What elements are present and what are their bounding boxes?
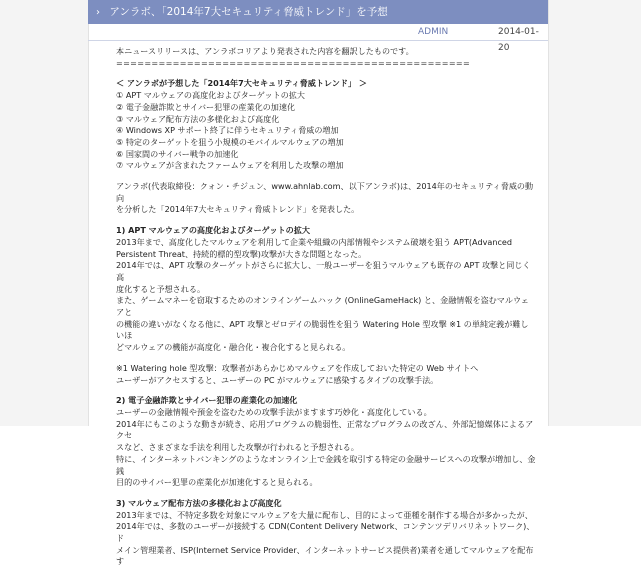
separator-line: ==================================================	[116, 57, 471, 68]
post-date: 2014-01-20	[498, 27, 539, 53]
paragraph-line: 2013年までは、不特定多数を対象にマルウェアを大量に配布し、目的によって亜種を制作する場合が多かったが、	[116, 509, 533, 520]
summary-line: アンラボ(代表取締役：クォン・チジュン、www.ahnlab.com、以下アンラボ)は、2014年のセキュリティ脅威の動向	[116, 181, 534, 203]
paragraph-line: 目的のサイバー犯罪の産業化が加速化すると見られる。	[116, 477, 318, 488]
list-item: ③ マルウェア配布方法の多様化および高度化	[116, 113, 280, 124]
paragraph-line: 2014年では、APT 攻撃のターゲットがさらに拡大し、一般ユーザーを狙うマルウェアも既存の APT 攻撃と同じく高	[116, 260, 531, 282]
trend-list	[116, 90, 536, 172]
left-margin	[0, 0, 89, 426]
section-heading: 3) マルウェア配布方法の多様化および高度化	[116, 497, 282, 508]
list-item: ⑥ 国家間のサイバー戦争の加速化	[116, 148, 239, 159]
paragraph-line: メイン管理業者、ISP(Internet Service Provider、インターネットサービス提供者)業者を通してマルウェアを配布す	[116, 544, 534, 567]
paragraph-line: の機能の違いがなくなる他に、APT 攻撃とゼロデイの脆弱性を狙う Watering Hole 型攻撃 ※1 の単純定義が難しいほ	[116, 318, 529, 341]
list-item: ⑤ 特定のターゲットを狙う小規模のモバイルマルウェアの増加	[116, 136, 344, 147]
intro-text: 本ニュースリリースは、アンラボコリアより発表された内容を翻訳したものです。	[116, 46, 414, 56]
paragraph-line: Persistent Threat、持続的標的型攻撃)攻撃が大きな問題となった。	[116, 248, 367, 259]
paragraph-line: また、ゲームマネーを窃取するためのオンラインゲームハック (OnlineGameHack) と、金融情報を盗むマルウェアと	[116, 295, 529, 318]
paragraph-line: 度化すると予想される。	[116, 283, 206, 294]
footnote-line: ユーザーがアクセスすると、ユーザーの PC がマルウェアに感染するタイプの攻撃手法。	[116, 374, 439, 385]
right-margin	[548, 0, 641, 426]
trends-heading: ＜ アンラボが予想した「2014年7大セキュリティ脅威トレンド」 ＞	[116, 78, 367, 89]
paragraph-line: ユーザーの金融情報や預金を盗むための攻撃手法がますます巧妙化・高度化している。	[116, 406, 432, 417]
paragraph-line: 2014年では、多数のユーザーが接続する CDN(Content Delivery Network、コンテンツデリバリネットワーク)、ド	[116, 521, 535, 544]
chevron-right-icon: ›	[96, 7, 100, 18]
list-item: ② 電子金融詐欺とサイバー犯罪の産業化の加速化	[116, 101, 296, 112]
list-item: ④ Windows XP サポート終了に伴うセキュリティ脅威の増加	[116, 125, 339, 136]
list-item: ⑦ マルウェアが含まれたファームウェアを利用した攻撃の増加	[116, 160, 344, 171]
paragraph-line: 2014年にもこのような動きが続き、応用プログラムの脆弱性、正常なプログラムの改ざん、外部記憶媒体によるアクセ	[116, 418, 534, 441]
paragraph-line: 特に、インターネットバンキングのようなオンライン上で金銭を取引する特定の金融サービスへの攻撃が増加し、金銭	[116, 453, 536, 476]
section-heading: 1) APT マルウェアの高度化およびターゲットの拡大	[116, 225, 310, 236]
summary-line: を分析した「2014年7大セキュリティ脅威トレンド」を発表した。	[116, 204, 360, 215]
author-link[interactable]: ADMIN	[418, 27, 449, 37]
paragraph-line: スなど、さまざまな手法を利用した攻撃が行われると予想される。	[116, 442, 359, 453]
footnote-line: ※1 Watering hole 型攻撃：攻撃者があらかじめマルウェアを作成しておいた特定の Web サイトへ	[116, 362, 479, 373]
paragraph-line: どマルウェアの機能が高度化・融合化・複合化すると見られる。	[116, 342, 351, 353]
article-body	[116, 46, 536, 567]
list-item: ① APT マルウェアの高度化およびターゲットの拡大	[116, 90, 305, 101]
paragraph-line: 2013年まで、高度化したマルウェアを利用して企業や組織の内部情報やシステム破壊を狙う APT(Advanced	[116, 236, 513, 247]
section-heading: 2) 電子金融詐欺とサイバー犯罪の産業化の加速化	[116, 395, 298, 406]
article-title: アンラボ、「2014年7大セキュリティ脅威トレンド」を予想	[109, 6, 388, 18]
article-title-bar[interactable]	[88, 0, 548, 24]
